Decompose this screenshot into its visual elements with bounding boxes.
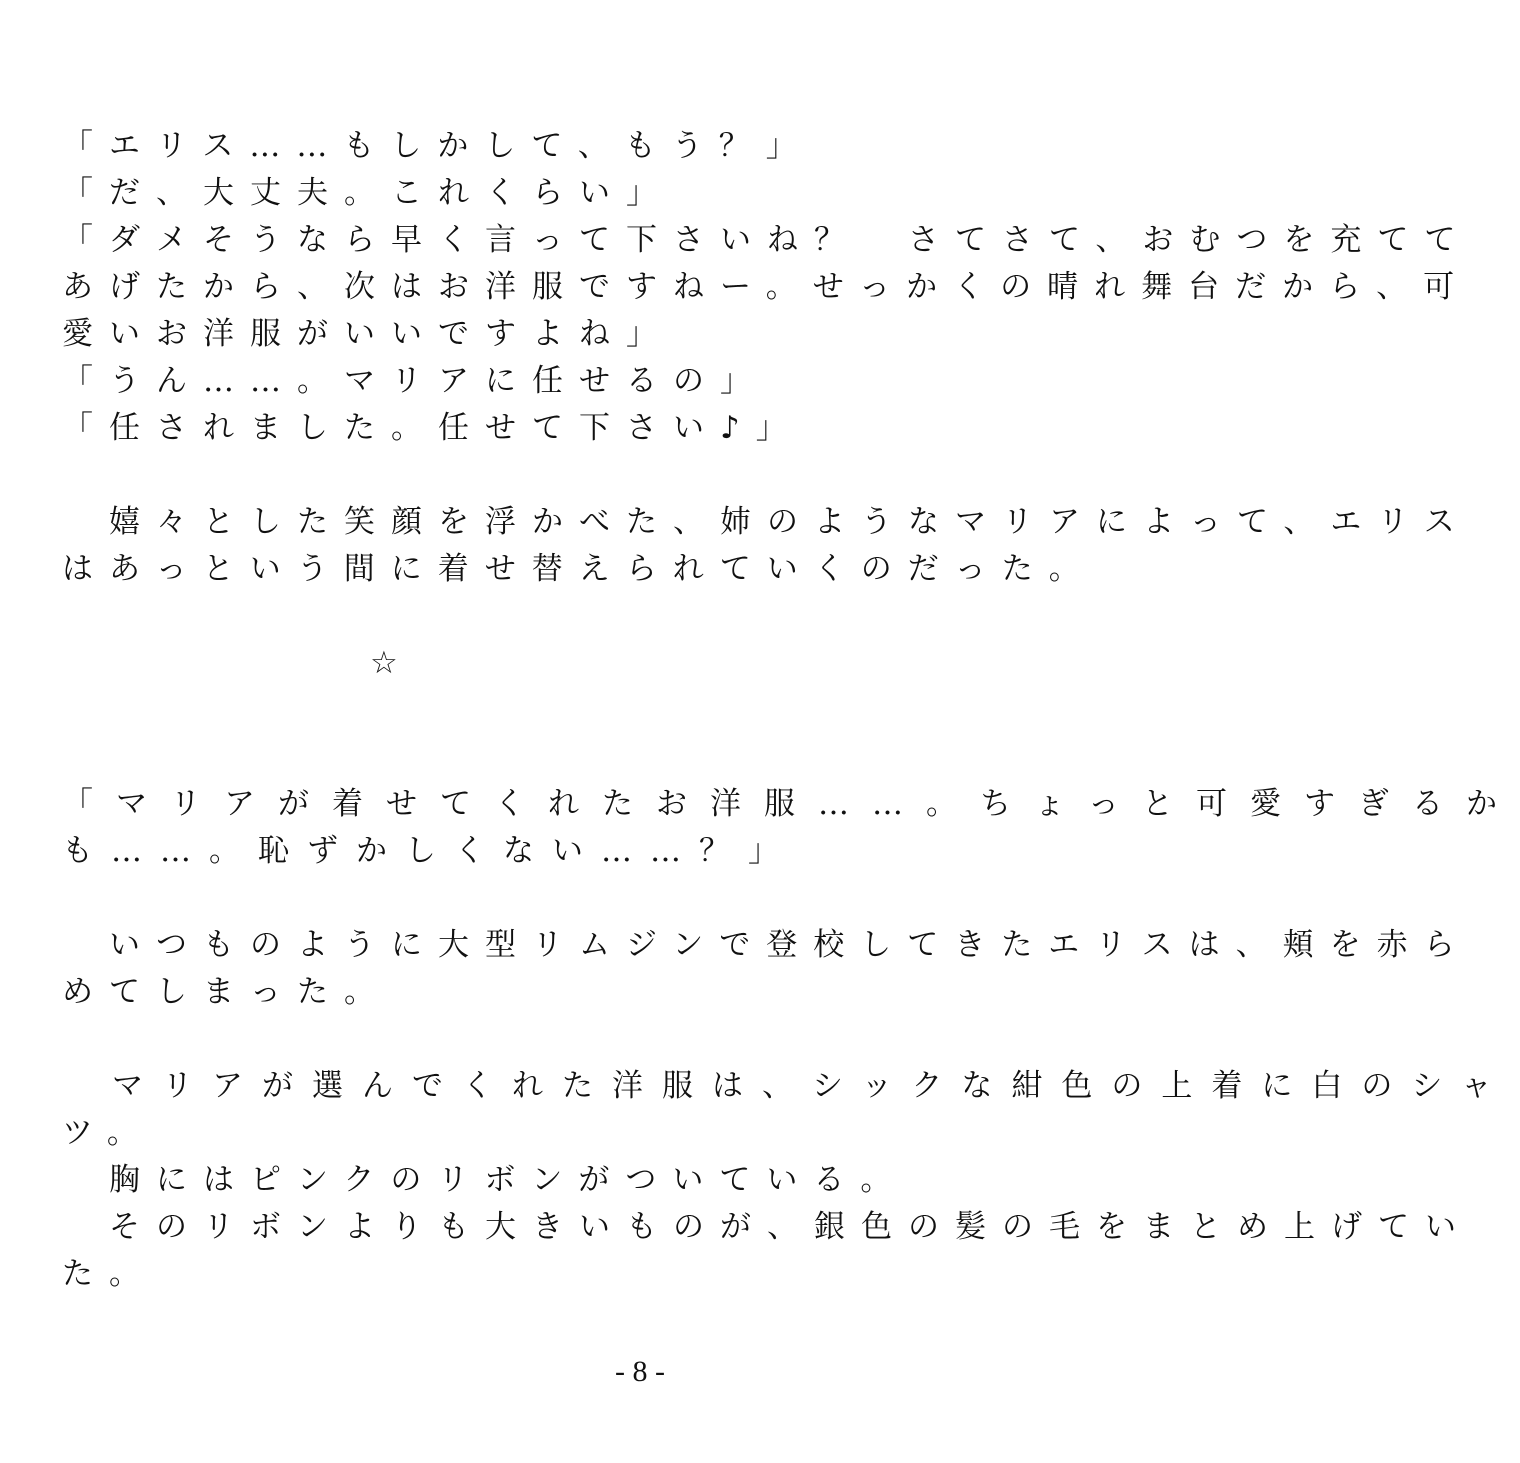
section-break-star: ☆ <box>370 645 398 681</box>
text-line: 「エリス……もしかして、もう？」 <box>62 128 813 164</box>
text-line: 「任されました。任せて下さい♪」 <box>62 410 803 446</box>
text-line: いつものように大型リムジンで登校してきたエリスは、頬を赤ら <box>62 927 1471 963</box>
text-line: そのリボンよりも大きいものが、銀色の髪の毛をまとめ上げてい <box>62 1209 1472 1245</box>
text-line: 「うん……。マリアに任せるの」 <box>62 363 767 399</box>
text-line: 胸にはピンクのリボンがついている。 <box>62 1162 908 1198</box>
text-line: 嬉々とした笑顔を浮かべた、姉のようなマリアによって、エリス <box>62 504 1471 540</box>
text-line: マリアが選んでくれた洋服は、シックな紺色の上着に白のシャ <box>62 1068 1511 1104</box>
text-line: 愛いお洋服がいいですよね」 <box>62 316 673 352</box>
text-line: 「ダメそうなら早く言って下さいね？ さてさて、おむつを充てて <box>62 222 1472 258</box>
text-line: た。 <box>62 1256 156 1292</box>
text-line: あげたから、次はお洋服ですねー。せっかくの晴れ舞台だから、可 <box>62 269 1471 305</box>
text-line: も……。恥ずかしくない……？」 <box>62 833 797 869</box>
text-line: 「だ、大丈夫。これくらい」 <box>62 175 673 211</box>
page-number: - 8 - <box>615 1355 665 1388</box>
text-line: 「マリアが着せてくれたお洋服……。ちょっと可愛すぎるか <box>62 786 1520 822</box>
text-line: はあっという間に着せ替えられていくのだった。 <box>62 551 1096 587</box>
text-line: ツ。 <box>62 1115 154 1151</box>
text-line: めてしまった。 <box>62 974 391 1010</box>
